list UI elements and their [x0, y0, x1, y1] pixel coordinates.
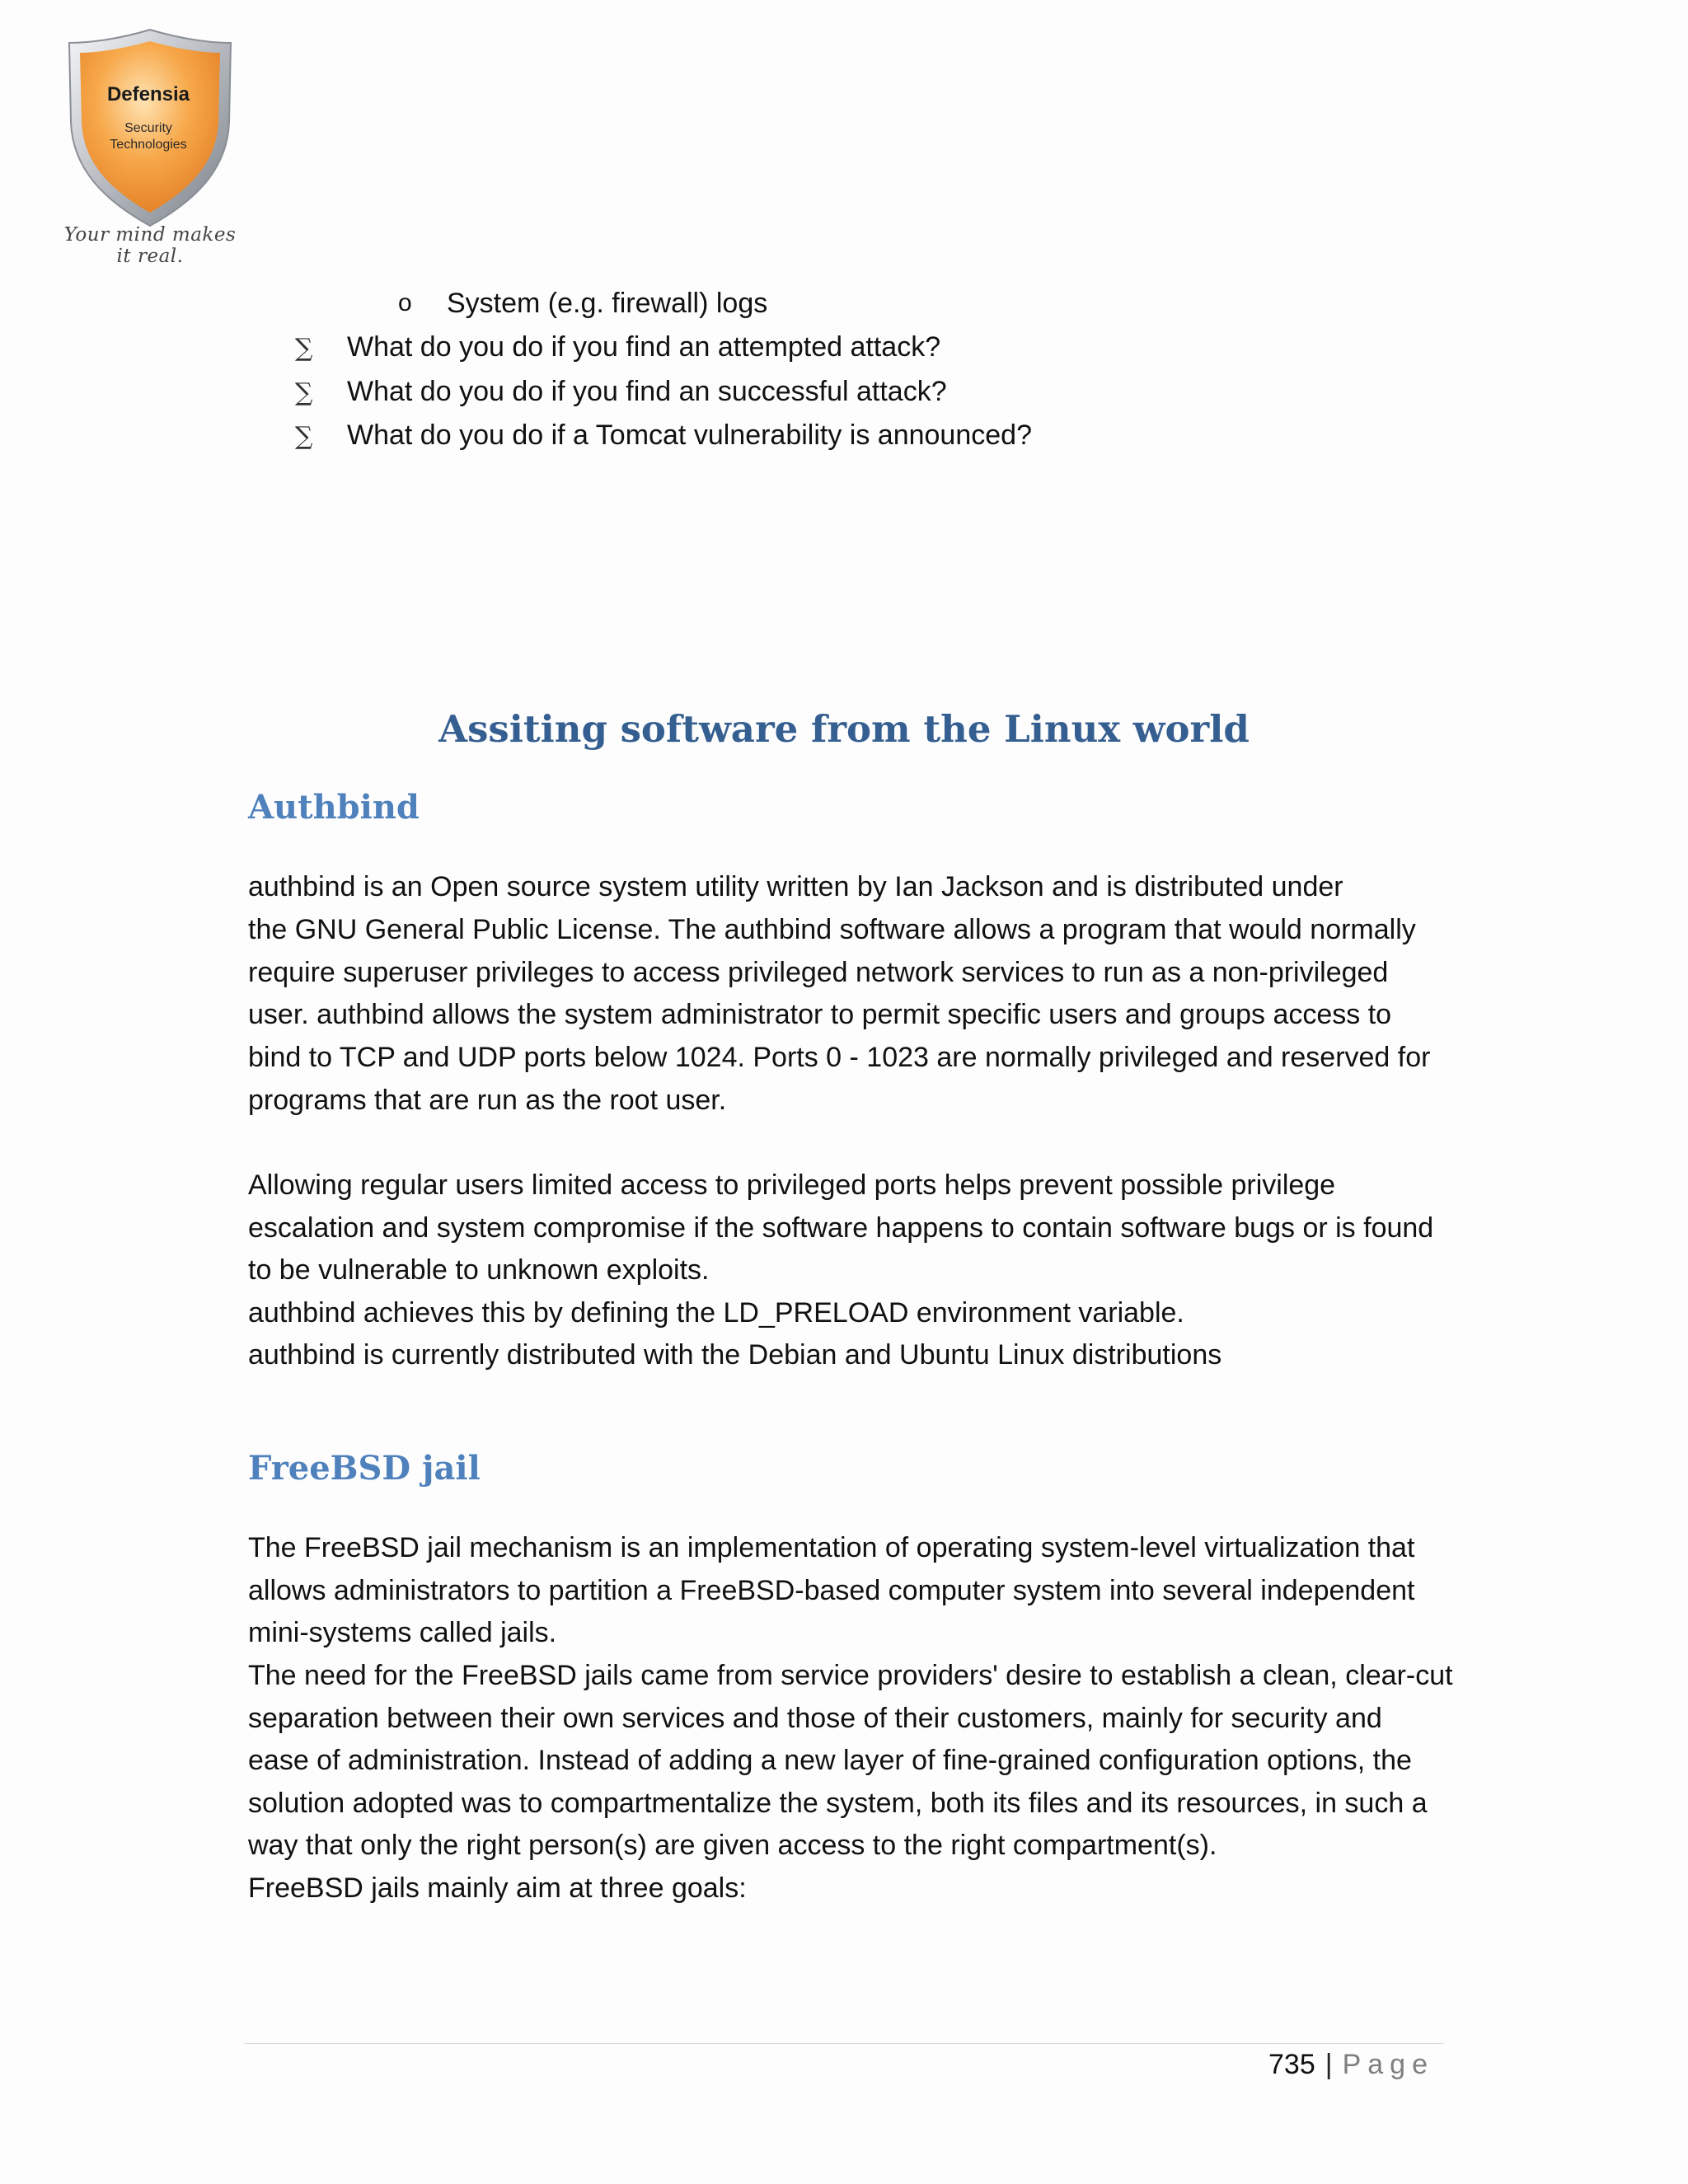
- paragraph-line: ease of administration. Instead of adding a new layer of fine-grained configuration options, the: [248, 1745, 1412, 1776]
- footer-separator: |: [1325, 2049, 1333, 2080]
- logo-brand: Defensia: [106, 83, 190, 105]
- logo-line1: Security: [124, 121, 172, 135]
- section-heading-freebsd-jail: FreeBSD jail: [248, 1449, 481, 1488]
- paragraph-line: solution adopted was to compartmentalize the system, both its files and its resources, in such a: [248, 1788, 1428, 1819]
- paragraph-line: The need for the FreeBSD jails came from service providers' desire to establish a clean, clear-cut: [248, 1660, 1453, 1691]
- paragraph-line: escalation and system compromise if the software happens to contain software bugs or is found: [248, 1212, 1434, 1244]
- list-item-text: What do you do if a Tomcat vulnerability is announced?: [347, 419, 1032, 451]
- list-item-text: What do you do if you find an successful attack?: [347, 376, 947, 407]
- section-heading-authbind: Authbind: [248, 788, 420, 827]
- page-label: Page: [1342, 2049, 1434, 2080]
- sigma-bullet-icon: ∑: [295, 378, 313, 407]
- footer-divider: [244, 2043, 1444, 2044]
- list-item-text: System (e.g. firewall) logs: [447, 288, 768, 319]
- logo-tagline: Your mind makes it real.: [63, 224, 237, 267]
- shield-icon: [59, 25, 241, 231]
- paragraph-line: mini-systems called jails.: [248, 1617, 557, 1648]
- list-item-text: What do you do if you find an attempted attack?: [347, 331, 941, 363]
- paragraph-line: authbind achieves this by defining the LD_PRELOAD environment variable.: [248, 1297, 1184, 1329]
- paragraph-line: allows administrators to partition a FreeBSD-based computer system into several independent: [248, 1575, 1415, 1606]
- paragraph-line: user. authbind allows the system administrator to permit specific users and groups access to: [248, 999, 1392, 1030]
- paragraph-line: authbind is currently distributed with the Debian and Ubuntu Linux distributions: [248, 1339, 1222, 1371]
- paragraph-line: bind to TCP and UDP ports below 1024. Ports 0 - 1023 are normally privileged and reserved for: [248, 1042, 1431, 1073]
- page-number: 735: [1268, 2049, 1315, 2080]
- paragraph-line: The FreeBSD jail mechanism is an implementation of operating system-level virtualization that: [248, 1532, 1415, 1563]
- paragraph-line: require superuser privileges to access privileged network services to run as a non-privileged: [248, 957, 1389, 988]
- company-logo: [59, 25, 241, 255]
- paragraph-line: way that only the right person(s) are given access to the right compartment(s).: [248, 1830, 1217, 1861]
- page-title: Assiting software from the Linux world: [438, 707, 1250, 751]
- paragraph-line: separation between their own services and those of their customers, mainly for security and: [248, 1703, 1382, 1734]
- page-footer: [1268, 2049, 1434, 2081]
- paragraph-line: to be vulnerable to unknown exploits.: [248, 1254, 710, 1286]
- logo-line2: Technologies: [110, 138, 187, 152]
- paragraph-line: programs that are run as the root user.: [248, 1085, 727, 1116]
- paragraph-line: Allowing regular users limited access to privileged ports helps prevent possible privilege: [248, 1169, 1336, 1201]
- paragraph-line: FreeBSD jails mainly aim at three goals:: [248, 1872, 747, 1904]
- paragraph-line: authbind is an Open source system utility written by Ian Jackson and is distributed under: [248, 871, 1343, 902]
- sigma-bullet-icon: ∑: [295, 422, 313, 451]
- circle-bullet-icon: o: [398, 289, 412, 316]
- sigma-bullet-icon: ∑: [295, 334, 313, 363]
- paragraph-line: the GNU General Public License. The authbind software allows a program that would normally: [248, 914, 1416, 945]
